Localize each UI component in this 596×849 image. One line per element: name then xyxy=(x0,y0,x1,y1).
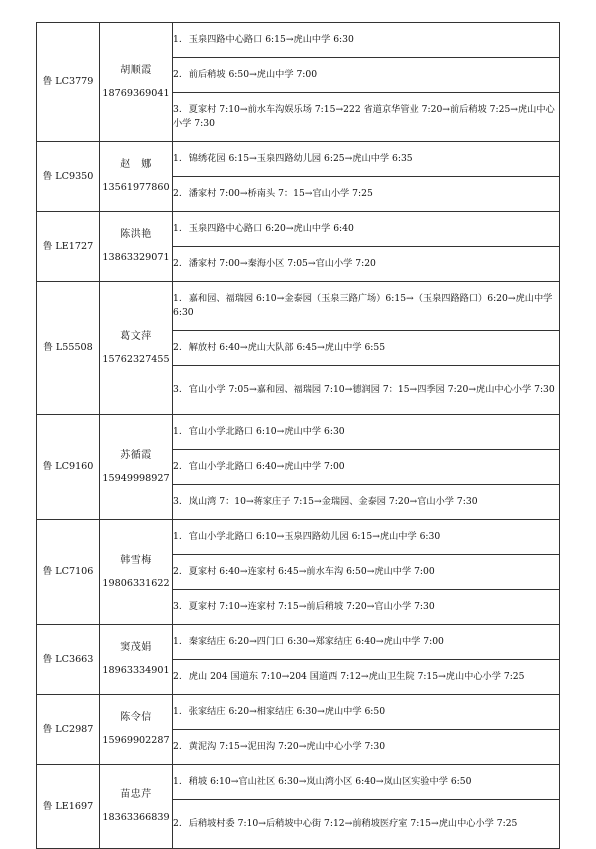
route-cell xyxy=(173,58,560,93)
route-number: 2. xyxy=(173,818,182,829)
route-text: 岚山湾 7：10→蒋家庄子 7:15→金瑞园、金泰园 7:20→官山小学 7:30 xyxy=(188,496,478,507)
route-cell xyxy=(173,625,560,660)
route-number: 3. xyxy=(173,384,182,395)
plate-number: 鲁 LC9350 xyxy=(37,142,100,212)
route-text: 解放村 6:40→虎山大队部 6:45→虎山中学 6:55 xyxy=(188,342,386,353)
route-cell xyxy=(173,450,560,485)
route-number: 1. xyxy=(173,293,182,304)
route-number: 2. xyxy=(173,342,182,353)
route-cell xyxy=(173,695,560,730)
route-cell xyxy=(173,730,560,765)
route-number: 2. xyxy=(173,188,182,199)
driver-name: 葛文萍 xyxy=(120,330,152,342)
route-cell xyxy=(173,765,560,800)
route-cell xyxy=(173,485,560,520)
driver-cell xyxy=(100,212,173,282)
route-text: 夏家村 6:40→连家村 6:45→前水车沟 6:50→虎山中学 7:00 xyxy=(188,566,435,577)
driver-cell xyxy=(100,23,173,142)
plate-number: 鲁 LC7106 xyxy=(37,520,100,625)
driver-name: 胡顺霞 xyxy=(120,64,152,76)
route-row xyxy=(37,142,560,177)
route-row xyxy=(37,23,560,58)
route-row xyxy=(37,765,560,800)
driver-cell xyxy=(100,520,173,625)
route-number: 2. xyxy=(173,258,182,269)
driver-phone: 15969902287 xyxy=(102,735,170,746)
route-cell xyxy=(173,366,560,415)
driver-name: 窦茂娟 xyxy=(120,642,152,653)
route-number: 1. xyxy=(173,531,182,542)
route-text: 黄泥沟 7:15→泥田沟 7:20→虎山中心小学 7:30 xyxy=(188,741,386,752)
route-text: 官山小学北路口 6:40→虎山中学 7:00 xyxy=(188,461,345,472)
driver-phone: 13561977860 xyxy=(102,182,170,193)
driver-cell xyxy=(100,282,173,415)
plate-number: 鲁 L55508 xyxy=(37,282,100,415)
route-number: 3. xyxy=(173,104,182,115)
driver-name: 苗忠芹 xyxy=(120,789,152,800)
route-text: 官山小学 7:05→嘉和园、福瑞园 7:10→德润园 7：15→四季园 7:20→虎山中心小学 7:30 xyxy=(188,384,555,395)
route-row xyxy=(37,415,560,450)
route-row xyxy=(37,212,560,247)
driver-phone: 18363366839 xyxy=(102,812,170,823)
driver-phone: 18963334901 xyxy=(102,665,170,676)
route-cell xyxy=(173,415,560,450)
plate-number: 鲁 LC3779 xyxy=(37,23,100,142)
driver-name: 陈令信 xyxy=(120,712,152,723)
plate-number: 鲁 LE1697 xyxy=(37,765,100,849)
route-number: 1. xyxy=(173,153,182,164)
route-text: 张家结庄 6:20→相家结庄 6:30→虎山中学 6:50 xyxy=(188,706,386,717)
route-text: 官山小学北路口 6:10→玉泉四路幼儿园 6:15→虎山中学 6:30 xyxy=(188,531,441,542)
bus-route-table xyxy=(36,22,560,849)
route-cell xyxy=(173,520,560,555)
driver-cell xyxy=(100,142,173,212)
route-number: 1. xyxy=(173,34,182,45)
driver-phone: 15762327455 xyxy=(102,353,170,365)
route-number: 1. xyxy=(173,223,182,234)
driver-phone: 15949998927 xyxy=(102,472,170,484)
route-text: 虎山 204 国道东 7:10→204 国道西 7:12→虎山卫生院 7:15→虎山中心小学 7:25 xyxy=(188,671,525,682)
plate-number: 鲁 LC9160 xyxy=(37,415,100,520)
route-cell xyxy=(173,800,560,849)
plate-number: 鲁 LC2987 xyxy=(37,695,100,765)
driver-name: 陈洪艳 xyxy=(120,229,152,240)
route-cell xyxy=(173,247,560,282)
route-row xyxy=(37,625,560,660)
route-number: 1. xyxy=(173,776,182,787)
driver-phone: 19806331622 xyxy=(102,577,170,589)
route-number: 1. xyxy=(173,636,182,647)
route-cell xyxy=(173,660,560,695)
driver-name: 韩雪梅 xyxy=(120,554,152,566)
route-text: 秦家结庄 6:20→四门口 6:30→郑家结庄 6:40→虎山中学 7:00 xyxy=(188,636,444,647)
route-number: 1. xyxy=(173,706,182,717)
driver-cell xyxy=(100,625,173,695)
route-text: 后稍坡村委 7:10→后稍坡中心街 7:12→前稍坡医疗室 7:15→虎山中心小学 7:25 xyxy=(188,818,518,829)
route-number: 1. xyxy=(173,426,182,437)
driver-cell xyxy=(100,415,173,520)
route-text: 玉泉四路中心路口 6:15→虎山中学 6:30 xyxy=(188,34,354,45)
plate-number: 鲁 LE1727 xyxy=(37,212,100,282)
route-text: 潘家村 7:00→桥南头 7：15→官山小学 7:25 xyxy=(188,188,373,199)
driver-phone: 13863329071 xyxy=(102,252,170,263)
route-text: 锦绣花园 6:15→玉泉四路幼儿园 6:25→虎山中学 6:35 xyxy=(188,153,413,164)
route-cell xyxy=(173,177,560,212)
route-number: 3. xyxy=(173,496,182,507)
route-cell xyxy=(173,331,560,366)
route-text: 夏家村 7:10→前水车沟娱乐场 7:15→222 省道京华管业 7:20→前后稍坡 7:25→虎山中心小学 7:30 xyxy=(173,104,555,129)
route-number: 2. xyxy=(173,671,182,682)
route-text: 玉泉四路中心路口 6:20→虎山中学 6:40 xyxy=(188,223,354,234)
route-row xyxy=(37,695,560,730)
route-cell xyxy=(173,590,560,625)
driver-name: 赵 娜 xyxy=(120,159,152,170)
route-text: 官山小学北路口 6:10→虎山中学 6:30 xyxy=(188,426,345,437)
route-cell xyxy=(173,282,560,331)
driver-cell xyxy=(100,695,173,765)
route-number: 2. xyxy=(173,461,182,472)
route-row xyxy=(37,282,560,331)
route-text: 稍坡 6:10→官山社区 6:30→岚山湾小区 6:40→岚山区实验中学 6:50 xyxy=(188,776,472,787)
route-number: 2. xyxy=(173,741,182,752)
route-text: 嘉和园、福瑞园 6:10→金泰园（玉泉三路广场）6:15→（玉泉四路路口）6:20→虎山中学 6:30 xyxy=(173,293,553,318)
driver-phone: 18769369041 xyxy=(102,87,170,99)
driver-cell xyxy=(100,765,173,849)
route-number: 2. xyxy=(173,69,182,80)
route-text: 前后稍坡 6:50→虎山中学 7:00 xyxy=(188,69,318,80)
plate-number: 鲁 LC3663 xyxy=(37,625,100,695)
route-number: 2. xyxy=(173,566,182,577)
route-cell xyxy=(173,23,560,58)
route-row xyxy=(37,520,560,555)
route-text: 夏家村 7:10→连家村 7:15→前后稍坡 7:20→官山小学 7:30 xyxy=(188,601,435,612)
driver-name: 苏循霞 xyxy=(120,449,152,461)
route-cell xyxy=(173,93,560,142)
route-text: 潘家村 7:00→秦海小区 7:05→官山小学 7:20 xyxy=(188,258,376,269)
route-cell xyxy=(173,212,560,247)
route-cell xyxy=(173,555,560,590)
route-number: 3. xyxy=(173,601,182,612)
route-cell xyxy=(173,142,560,177)
